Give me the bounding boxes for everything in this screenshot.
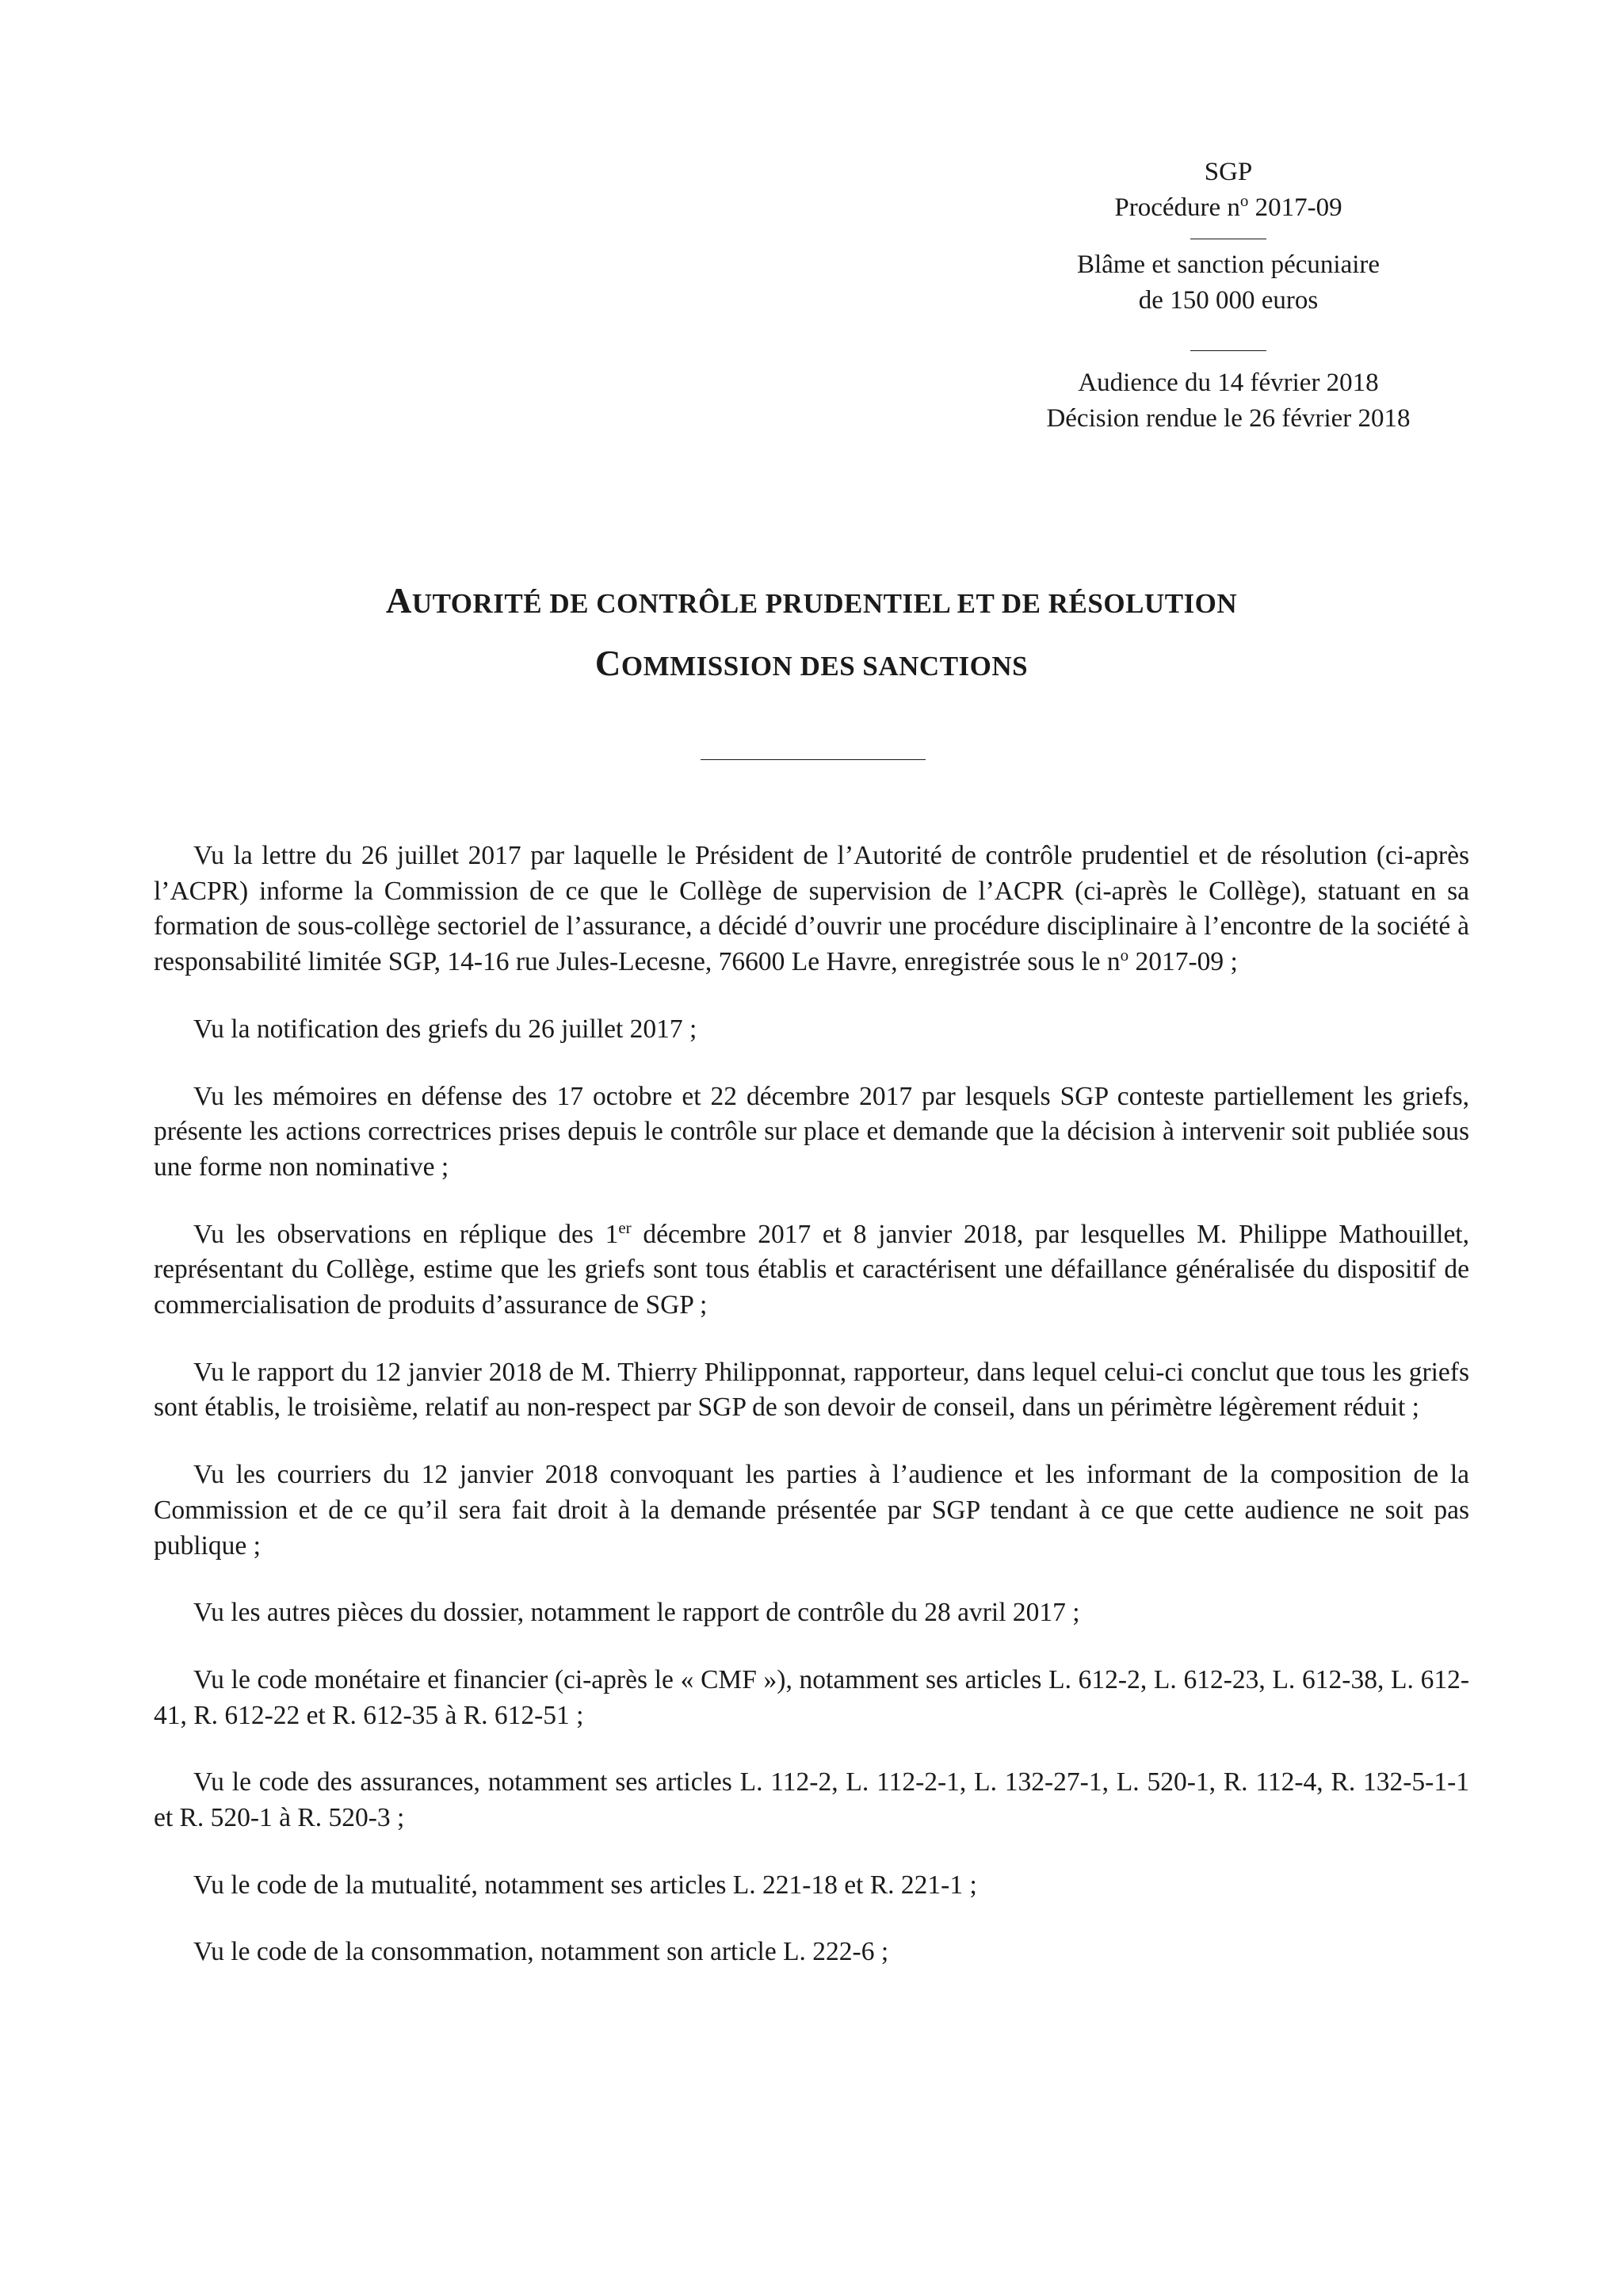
title-line-1-rest: UTORITÉ DE CONTRÔLE PRUDENTIEL ET DE RÉSOLUTION — [411, 588, 1238, 619]
paragraph-2: Vu la notification des griefs du 26 juillet 2017 ; — [193, 1014, 697, 1044]
paragraph-1-text-b: 2017-09 ; — [1128, 947, 1238, 977]
sanction-line-1: Blâme et sanction pécuniaire — [1076, 250, 1381, 279]
title-line-2-rest: OMMISSION DES SANCTIONS — [621, 651, 1029, 682]
header-divider-2 — [1190, 350, 1266, 351]
paragraph-1-superscript: o — [1120, 945, 1129, 965]
paragraph-4-superscript: er — [618, 1217, 632, 1237]
paragraph-7: Vu les autres pièces du dossier, notamment le rapport de contrôle du 28 avril 2017 ; — [193, 1598, 1080, 1628]
title-divider — [701, 759, 926, 760]
title-line-2-capital: C — [594, 644, 621, 683]
procedure-superscript: o — [1239, 191, 1249, 210]
paragraph-4-text-b: décembre 2017 et 8 janvier 2018, par lesquelles M. Philippe Mathouillet, représentant du Collège, estime que les griefs sont tous établis et caractérisent une défaillance généralisée du dispositif de commercialisation de produits d’assurance de SGP ; — [154, 1219, 1469, 1320]
sanction-line-2: de 150 000 euros — [1138, 286, 1319, 315]
procedure-value: 2017-09 — [1248, 193, 1342, 222]
paragraph-6: Vu les courriers du 12 janvier 2018 convoquant les parties à l’audience et les informant de la composition de la Commission et de ce qu’il sera fait droit à la demande présentée par SGP tendant à ce que cette audience ne soit pas publique ; — [154, 1460, 1469, 1561]
paragraph-8: Vu le code monétaire et financier (ci-après le « CMF »), notamment ses articles L. 612-2, L. 612-23, L. 612-38, L. 612-41, R. 612-22 et R. 612-35 à R. 612-51 ; — [154, 1664, 1469, 1730]
paragraph-11: Vu le code de la consommation, notamment son article L. 222-6 ; — [193, 1937, 889, 1967]
paragraph-4-text-a: Vu les observations en réplique des 1 — [193, 1219, 619, 1249]
entity-name: SGP — [1204, 158, 1253, 186]
paragraph-1 — [154, 839, 1469, 980]
procedure-prefix: Procédure n — [1114, 193, 1240, 222]
paragraph-1-text-a: Vu la lettre du 26 juillet 2017 par laquelle le Président de l’Autorité de contrôle prudentiel et de résolution (ci-après l’ACPR) informe la Commission de ce que le Collège de supervision de l’ACPR (ci-après le Collège), statuant en sa formation de sous-collège sectoriel de l’assurance, a décidé d’ouvrir une procédure disciplinaire à l’encontre de la société à responsabilité limitée SGP, 14-16 rue Jules-Lecesne, 76600 Le Havre, enregistrée sous le n — [154, 841, 1469, 977]
document-title — [0, 574, 1623, 699]
paragraph-3: Vu les mémoires en défense des 17 octobre et 22 décembre 2017 par lesquels SGP conteste partiellement les griefs, présente les actions correctrices prises depuis le contrôle sur place et demande que la décision à intervenir soit publiée sous une forme non nominative ; — [154, 1081, 1469, 1182]
title-line-1 — [0, 574, 1623, 636]
hearing-date: Audience du 14 février 2018 — [1078, 369, 1379, 397]
decision-date: Décision rendue le 26 février 2018 — [1046, 404, 1411, 433]
paragraph-9: Vu le code des assurances, notamment ses articles L. 112-2, L. 112-2-1, L. 132-27-1, L. 520-1, R. 112-4, R. 132-5-1-1 et R. 520-1 à R. 520-3 ; — [154, 1767, 1469, 1833]
document-body — [154, 839, 1469, 1970]
paragraph-10: Vu le code de la mutualité, notamment ses articles L. 221-18 et R. 221-1 ; — [193, 1870, 977, 1900]
procedure-number — [991, 190, 1466, 226]
case-header — [991, 155, 1466, 437]
paragraph-5: Vu le rapport du 12 janvier 2018 de M. Thierry Philipponnat, rapporteur, dans lequel celui-ci conclut que tous les griefs sont établis, le troisième, relatif au non-respect par SGP de son devoir de conseil, dans un périmètre légèrement réduit ; — [154, 1357, 1469, 1423]
title-line-2 — [0, 636, 1623, 699]
paragraph-4 — [154, 1217, 1469, 1324]
title-line-1-capital: A — [385, 581, 412, 621]
